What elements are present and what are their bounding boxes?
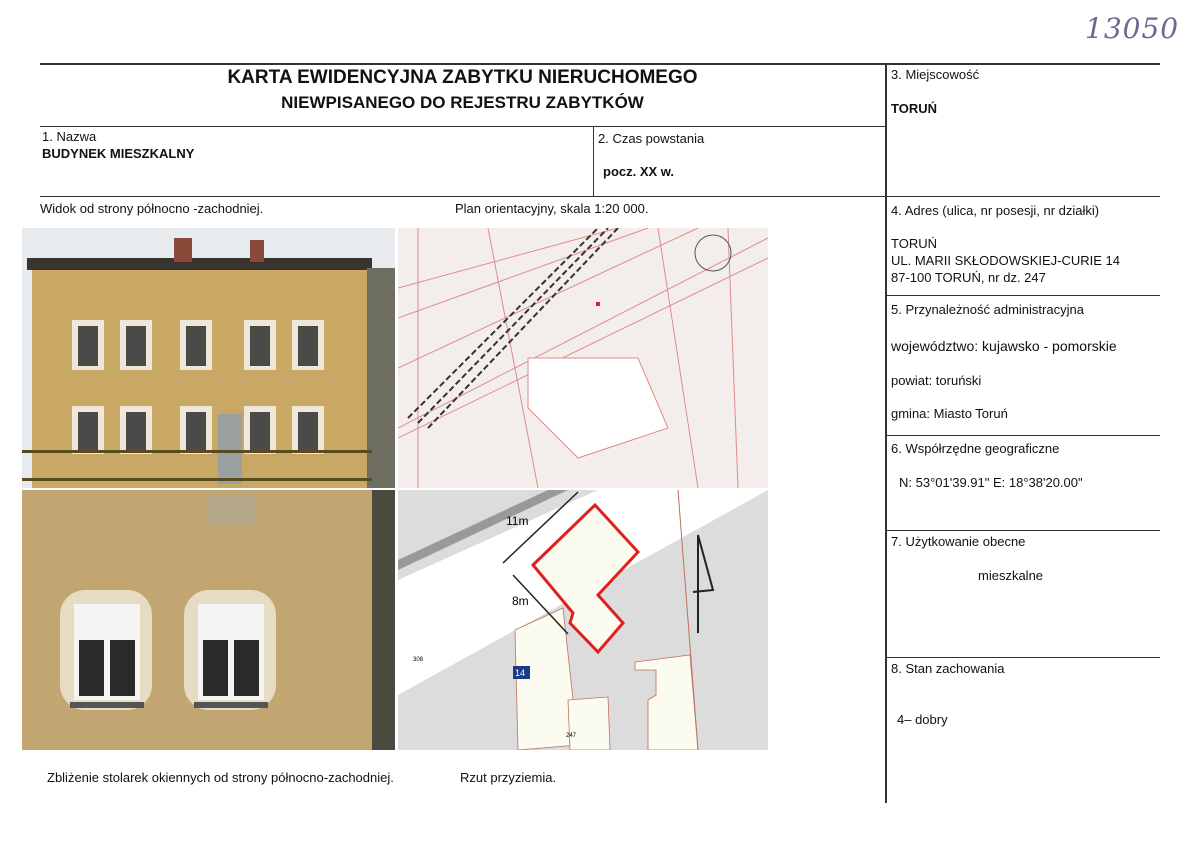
- condition-label: 8. Stan zachowania: [891, 661, 1005, 676]
- divider: [886, 295, 1160, 296]
- parcel-247: 247: [566, 733, 577, 739]
- house-number: 14: [515, 668, 526, 678]
- condition-value: 4– dobry: [897, 712, 948, 727]
- date-value: pocz. XX w.: [603, 164, 675, 179]
- card-title: KARTA EWIDENCYJNA ZABYTKU NIERUCHOMEGO: [227, 67, 698, 88]
- window-closeup-photo: [22, 490, 395, 750]
- caption-plan: Plan orientacyjny, skala 1:20 000.: [455, 201, 649, 216]
- divider: [886, 530, 1160, 531]
- caption-floor: Rzut przyziemia.: [460, 770, 557, 785]
- card-subtitle: NIEWPISANEGO DO REJESTRU ZABYTKÓW: [281, 93, 644, 112]
- locality-label: 3. Miejscowość: [891, 67, 980, 82]
- divider: [886, 435, 1160, 436]
- building-photo: [22, 228, 395, 488]
- locality-value: TORUŃ: [891, 101, 937, 116]
- floor-plan: [398, 490, 768, 750]
- name-value: BUDYNEK MIESZKALNY: [42, 146, 195, 161]
- divider: [885, 63, 887, 803]
- commune: gmina: Miasto Toruń: [891, 406, 1008, 421]
- coords-value: N: 53°01'39.91" E: 18°38'20.00": [899, 475, 1083, 490]
- dimension-front: 11m: [506, 514, 529, 528]
- divider: [40, 126, 886, 127]
- county: powiat: toruński: [891, 373, 982, 388]
- divider: [886, 657, 1160, 658]
- dimension-side: 8m: [512, 594, 529, 608]
- caption-closeup: Zbliżenie stolarek okiennych od strony północno-zachodniej.: [47, 770, 394, 785]
- usage-label: 7. Użytkowanie obecne: [891, 534, 1026, 549]
- caption-view: Widok od strony północno -zachodniej.: [40, 201, 264, 216]
- divider: [40, 63, 1160, 65]
- divider: [593, 126, 594, 196]
- archive-number: 13050: [1085, 12, 1180, 45]
- divider: [40, 196, 1160, 197]
- date-label: 2. Czas powstania: [598, 131, 705, 146]
- address-line2: UL. MARII SKŁODOWSKIEJ-CURIE 14: [891, 253, 1120, 268]
- address-line3: 87-100 TORUŃ, nr dz. 247: [891, 270, 1046, 285]
- coords-label: 6. Współrzędne geograficzne: [891, 441, 1060, 456]
- usage-value: mieszkalne: [978, 568, 1044, 583]
- name-label: 1. Nazwa: [42, 129, 97, 144]
- address-label: 4. Adres (ulica, nr posesji, nr działki): [891, 203, 1100, 218]
- parcel-308: 308: [413, 657, 424, 663]
- admin-label: 5. Przynależność administracyjna: [891, 302, 1084, 317]
- orientation-map: [398, 228, 768, 488]
- address-line1: TORUŃ: [891, 236, 937, 251]
- voivodeship: województwo: kujawsko - pomorskie: [891, 338, 1117, 354]
